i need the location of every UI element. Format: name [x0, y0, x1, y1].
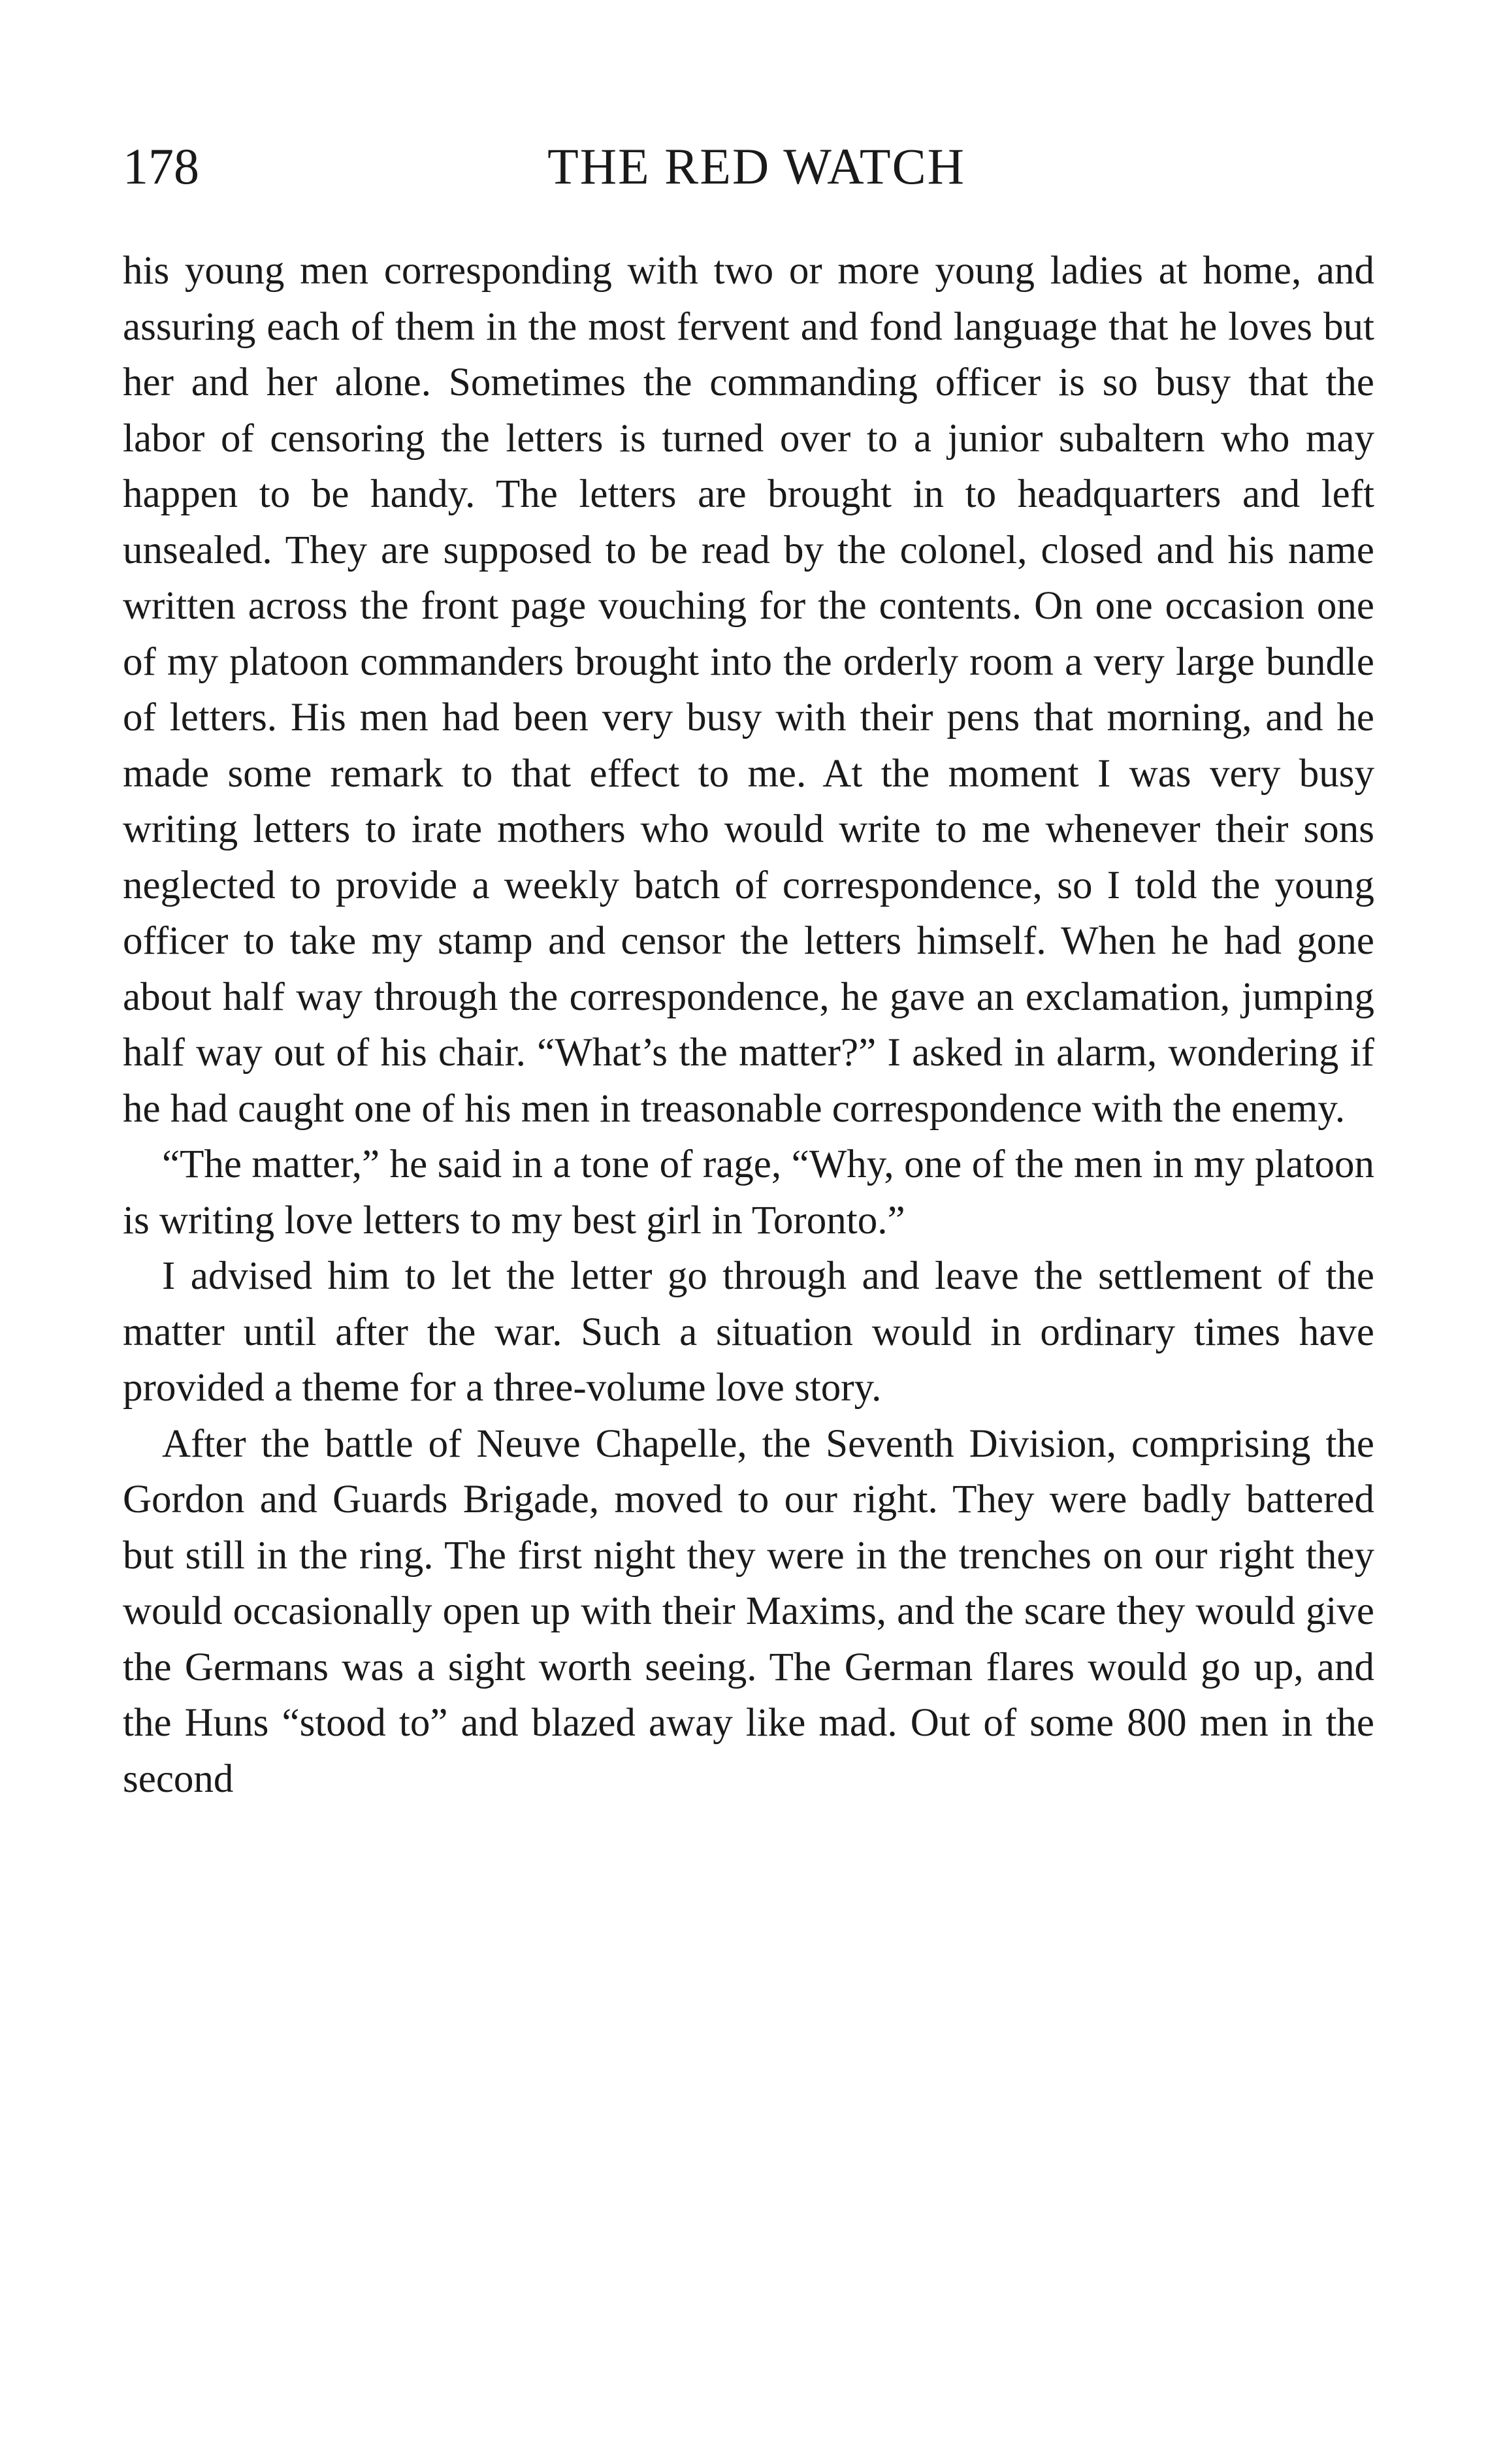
- body-text: [123, 243, 1374, 1807]
- paragraph-neuve-chapelle: After the battle of Neuve Chapelle, the Seventh Division, comprising the Gordon and Guards Brigade, moved to our right. They were badly battered but still in the ring. The first night they were in the trenches on our right they would occasionally open up with their Maxims, and the scare they would give the Germans was a sight worth seeing. The German flares would go up, and the Huns “stood to” and blazed away like mad. Out of some 800 men in the second: [123, 1421, 1374, 1801]
- paragraph-dialogue: “The matter,” he said in a tone of rage, “Why, one of the men in my platoon is writing love letters to my best girl in Toronto.”: [123, 1143, 1374, 1242]
- paragraph-continued: his young men corresponding with two or more young ladies at home, and assuring each of them in the most fervent and fond language that he loves but her and her alone. Sometimes the commanding officer is so busy that the labor of censoring the letters is turned over to a junior subaltern who may happen to be handy. The letters are brought in to headquarters and left unsealed. They are supposed to be read by the colonel, closed and his name written across the front page vouching for the contents. On one occasion one of my platoon commanders brought into the orderly room a very large bundle of letters. His men had been very busy with their pens that morning, and he made some remark to that effect to me. At the moment I was very busy writing letters to irate mothers who would write to me whenever their sons neglected to provide a weekly batch of correspondence, so I told the young officer to take my stamp and censor the letters himself. When he had gone about half way through the correspondence, he gave an exclamation, jumping half way out of his chair. “What’s the matter?” I asked in alarm, wondering if he had caught one of his men in treasonable correspondence with the enemy.: [123, 249, 1374, 1131]
- running-head: [123, 131, 1370, 203]
- page-number: 178: [123, 138, 199, 195]
- paragraph-advice: I advised him to let the letter go through and leave the settlement of the matter until after the war. Such a situation would in ordinary times have provided a theme for a three-volume love story.: [123, 1254, 1374, 1410]
- running-title: THE RED WATCH: [547, 138, 965, 195]
